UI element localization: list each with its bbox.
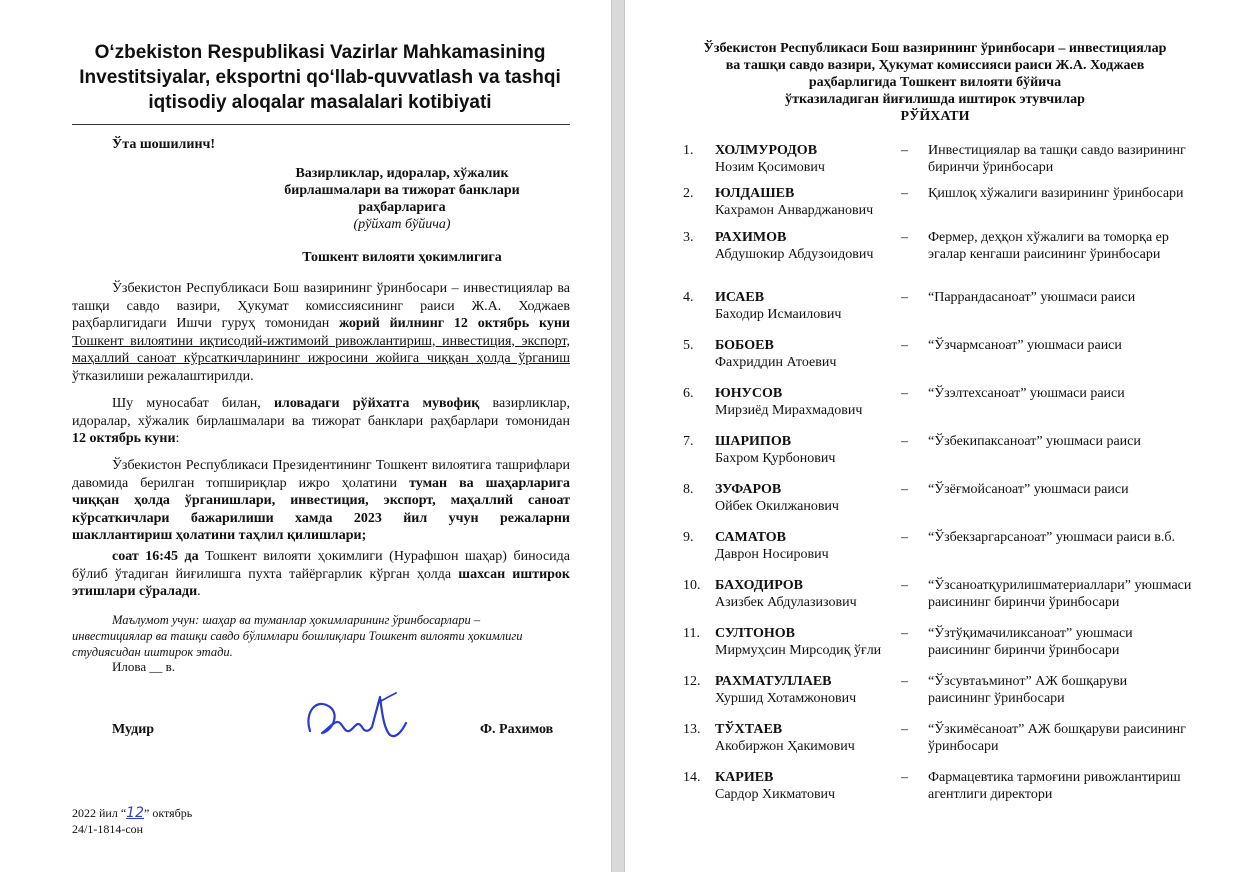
attendee-position (928, 673, 1228, 707)
attendee-given-name: Ойбек Окилжанович (715, 499, 839, 514)
list-dash: – (901, 434, 908, 449)
attendee-position-line: эгалар кенгаши раисининг ўринбосари (928, 247, 1161, 262)
attendee-surname: ЗУФАРОВ (715, 482, 782, 497)
paragraph-3 (72, 457, 570, 545)
letterhead-line: iqtisodiy aloqalar masalalari kotibiyati (148, 92, 492, 113)
attendee-surname: БОБОЕВ (715, 338, 774, 353)
attendee-given-name: Бахром Қурбонович (715, 451, 836, 466)
list-dash: – (901, 230, 908, 245)
attendee-position-line: Фармацевтика тармоғини ривожлантириш (928, 770, 1181, 785)
bold-phrase: шахсан иштирок (458, 566, 570, 582)
attendee-number: 14. (683, 770, 701, 785)
attendee-position (928, 481, 1228, 498)
attendee-position (928, 721, 1228, 755)
attendee-surname: РАХИМОВ (715, 230, 787, 245)
attendee-position-line: Қишлоқ хўжалиги вазирининг ўринбосари (928, 186, 1184, 201)
attendee-position-line: биринчи ўринбосари (928, 160, 1054, 175)
text-line: : (175, 431, 180, 446)
time-highlight: соат 16:45 да (112, 549, 199, 564)
attendee-surname: РАХМАТУЛЛАЕВ (715, 674, 832, 689)
attendee-given-name: Абдушокир Абдузоидович (715, 247, 874, 262)
attendee-position-line: “Ўзбекипаксаноат” уюшмаси раиси (928, 434, 1141, 449)
letterhead-line: O‘zbekiston Respublikasi Vazirlar Mahkamasining (94, 42, 546, 63)
attendee-surname: СУЛТОНОВ (715, 626, 795, 641)
attendee-position (928, 385, 1228, 402)
paragraph-2 (72, 395, 570, 448)
paragraph-4 (72, 548, 570, 601)
attendee-position (928, 185, 1228, 202)
attendee-position-line: раисининг ўринбосари (928, 691, 1065, 706)
attendee-position (928, 577, 1228, 611)
text-line: Тошкент вилоятини иқтисодий-ижтимоий ривожлантириш, инвестиция, экспорт, (72, 333, 570, 349)
text-line: вазирликлар, (479, 396, 571, 411)
attendee-position-line: раисининг биринчи ўринбосари (928, 643, 1120, 658)
attachment-label: Илова __ в. (112, 659, 176, 674)
attendee-given-name: Акобиржон Ҳакимович (715, 739, 855, 754)
bold-phrase: туман ва шаҳарларига (409, 475, 570, 491)
text-line: чиққан ҳолда ўрганишлари, инвестиция, экспорт, маҳаллий саноат (72, 493, 570, 508)
list-dash: – (901, 338, 908, 353)
attendee-number: 11. (683, 626, 700, 641)
attendee-given-name: Мирзиёд Мирахмадович (715, 403, 863, 418)
attendee-number: 7. (683, 434, 694, 449)
addressee-line: бирлашмалари ва тижорат банклари (284, 183, 520, 198)
attendee-surname: КАРИЕВ (715, 770, 774, 785)
list-dash: – (901, 674, 908, 689)
letterhead-line: Investitsiyalar, eksportni qo‘llab-quvvatlash va tashqi (79, 67, 561, 88)
attendee-number: 6. (683, 386, 694, 401)
attendee-surname: БАХОДИРОВ (715, 578, 803, 593)
letterhead-divider (72, 124, 570, 125)
attendee-given-name: Хуршид Хотамжонович (715, 691, 857, 706)
title-line: раҳбарлигида Тошкент вилояти бўйича (808, 75, 1062, 90)
attendee-position-line: “Ўзэлтехсаноат” уюшмаси раиси (928, 386, 1125, 401)
attendee-position (928, 337, 1228, 354)
list-title (661, 40, 1209, 125)
date-highlight: 12 октябрь куни (72, 431, 176, 446)
attendee-position (928, 433, 1228, 450)
text-line: Тошкент вилояти ҳокимлиги (Нурафшон шаҳар) биносида (198, 549, 570, 564)
text-line: Ўзбекистон Республикаси Президентининг Тошкент вилоятига ташрифлари (112, 458, 570, 473)
reg-date-prefix: 2022 йил “ (72, 806, 127, 820)
list-dash: – (901, 722, 908, 737)
attendee-position-line: “Ўзтўқимачиликсаноат” уюшмаси (928, 626, 1133, 641)
attendee-number: 8. (683, 482, 694, 497)
attendee-given-name: Мирмуҳсин Мирсодиқ ўғли (715, 643, 882, 658)
list-dash: – (901, 143, 908, 158)
paragraph-1 (72, 280, 570, 385)
attendee-position-line: раисининг биринчи ўринбосари (928, 595, 1120, 610)
info-note (72, 612, 570, 660)
attendee-surname: ХОЛМУРОДОВ (715, 143, 818, 158)
title-line: РЎЙХАТИ (900, 109, 970, 124)
list-dash: – (901, 290, 908, 305)
attendee-number: 1. (683, 143, 694, 158)
list-dash: – (901, 578, 908, 593)
date-highlight: жорий йилнинг 12 октябрь куни (339, 316, 570, 331)
attendee-given-name: Даврон Носирович (715, 547, 829, 562)
attendee-number: 10. (683, 578, 701, 593)
attendee-position-line: “Паррандасаноат” уюшмаси раиси (928, 290, 1136, 305)
addressee-secondary: Тошкент вилояти ҳокимлигига (302, 250, 502, 265)
attendee-surname: ШАРИПОВ (715, 434, 792, 449)
list-dash: – (901, 186, 908, 201)
attendee-number: 4. (683, 290, 694, 305)
attendee-number: 9. (683, 530, 694, 545)
attendee-number: 12. (683, 674, 701, 689)
attendee-position (928, 529, 1228, 546)
text-line: Шу муносабат билан, (112, 396, 274, 411)
text-line: ташқи савдо вазири, Ҳукумат комиссиясининг раиси Ж.А. Ходжаев (72, 298, 570, 314)
list-dash: – (901, 626, 908, 641)
text-line: давомида берилган топшириқлар ижро ҳолатини (72, 475, 410, 491)
text-line: ўтказилиши режалаштирилди. (72, 368, 254, 384)
bold-phrase: этишлари сўралади (72, 584, 198, 599)
title-line: ўтказиладиган йиғилишда иштирок этувчилар (785, 92, 1085, 107)
title-line: Ўзбекистон Республикаси Бош вазирининг ўринбосари – инвестициялар (703, 41, 1167, 56)
text-line: шакллантириш ҳолатини таҳлил қилишлари; (72, 528, 367, 543)
attendee-position (928, 625, 1228, 659)
attendee-position-line: “Ўзбекзаргарсаноат” уюшмаси раиси в.б. (928, 530, 1175, 545)
note-line: инвестициялар ва ташқи савдо бўлимлари бошлиқлари Тошкент вилояти ҳокимлиги (72, 629, 523, 643)
urgent-label: Ўта шошилинч! (112, 137, 216, 152)
attendee-position (928, 289, 1228, 306)
attendee-position-line: Фермер, деҳқон хўжалиги ва томорқа ер (928, 230, 1169, 245)
addressee-line: Вазирликлар, идоралар, хўжалик (295, 166, 509, 181)
attendee-surname: ИСАЕВ (715, 290, 765, 305)
attendee-given-name: Азизбек Абдулазизович (715, 595, 857, 610)
reg-date-suffix: ” октябрь (144, 806, 193, 820)
attendee-surname: ЮНУСОВ (715, 386, 783, 401)
note-line: Маълумот учун: шаҳар ва туманлар ҳокимларининг ўринбосарлари – (112, 613, 481, 627)
attendee-number: 3. (683, 230, 694, 245)
note-line: студиясидан иштирок этади. (72, 645, 233, 659)
attendee-given-name: Нозим Қосимович (715, 160, 825, 175)
text-line: раҳбарлигидаги Ишчи гуруҳ томонидан (72, 316, 340, 331)
attendee-position-line: ўринбосари (928, 739, 999, 754)
attendee-given-name: Баходир Исмаилович (715, 307, 842, 322)
registration-info (72, 805, 192, 837)
signer-position: Мудир (112, 722, 155, 737)
title-line: ва ташқи савдо вазири, Ҳукумат комиссияси раиси Ж.А. Ходжаев (725, 58, 1145, 73)
handwritten-signature (300, 683, 420, 753)
attendee-given-name: Сардор Хикматович (715, 787, 836, 802)
attendee-position-line: Инвестициялар ва ташқи савдо вазирининг (928, 143, 1186, 158)
list-dash: – (901, 770, 908, 785)
addressee-block (250, 165, 554, 233)
letterhead-title (40, 40, 600, 115)
addressee-note: (рўйхат бўйича) (353, 217, 451, 232)
text-line: кўрсаткичлари бажарилиши хамда 2023 йил учун режаларни (72, 510, 570, 526)
attendee-surname: САМАТОВ (715, 530, 786, 545)
attendee-position-line: агентлиги директори (928, 787, 1053, 802)
attendee-position-line: “Ўзсаноатқурилишматериаллари” уюшмаси (928, 578, 1192, 593)
addressee-line: раҳбарларига (358, 200, 446, 215)
attendee-position (928, 142, 1228, 176)
attendee-given-name: Фахриддин Атоевич (715, 355, 837, 370)
attendee-surname: ЮЛДАШЕВ (715, 186, 795, 201)
attendee-position (928, 229, 1228, 263)
attendee-position-line: “Ўзёғмойсаноат” уюшмаси раиси (928, 482, 1129, 497)
attendee-position (928, 769, 1228, 803)
reg-date-day: 12 (126, 805, 144, 821)
attendee-number: 13. (683, 722, 701, 737)
signer-name: Ф. Рахимов (480, 722, 554, 737)
text-line: Ўзбекистон Республикаси Бош вазирининг ўринбосари – инвестициялар ва (112, 281, 570, 296)
reg-number: 24/1-1814-сон (72, 822, 144, 836)
attendee-position-line: “Ўзкимёсаноат” АЖ бошқаруви раисининг (928, 722, 1186, 737)
attendee-position-line: “Ўзчармсаноат” уюшмаси раиси (928, 338, 1122, 353)
text-line: . (197, 584, 201, 599)
letter-page (0, 0, 612, 872)
attendee-number: 5. (683, 338, 694, 353)
text-line: бўлиб ўтадиган йиғилишга пухта тайёргарлик кўрган ҳолда (72, 566, 459, 582)
bold-phrase: иловадаги рўйхатга мувофиқ (273, 396, 480, 411)
attendee-number: 2. (683, 186, 694, 201)
list-dash: – (901, 386, 908, 401)
text-line: идоралар, хўжалик бирлашмалари ва тижорат банклари раҳбарлари томонидан (72, 413, 570, 429)
attendee-given-name: Кахрамон Анварджанович (715, 203, 874, 218)
attendee-surname: ТЎХТАЕВ (715, 722, 783, 737)
attendee-position-line: “Ўзсувтаъминот” АЖ бошқаруви (928, 674, 1128, 689)
text-line: маҳаллий саноат кўрсаткичларининг ижросини жойига чиққан ҳолда ўрганиш (72, 351, 570, 366)
list-dash: – (901, 530, 908, 545)
list-dash: – (901, 482, 908, 497)
attendee-list-page (624, 0, 1243, 872)
